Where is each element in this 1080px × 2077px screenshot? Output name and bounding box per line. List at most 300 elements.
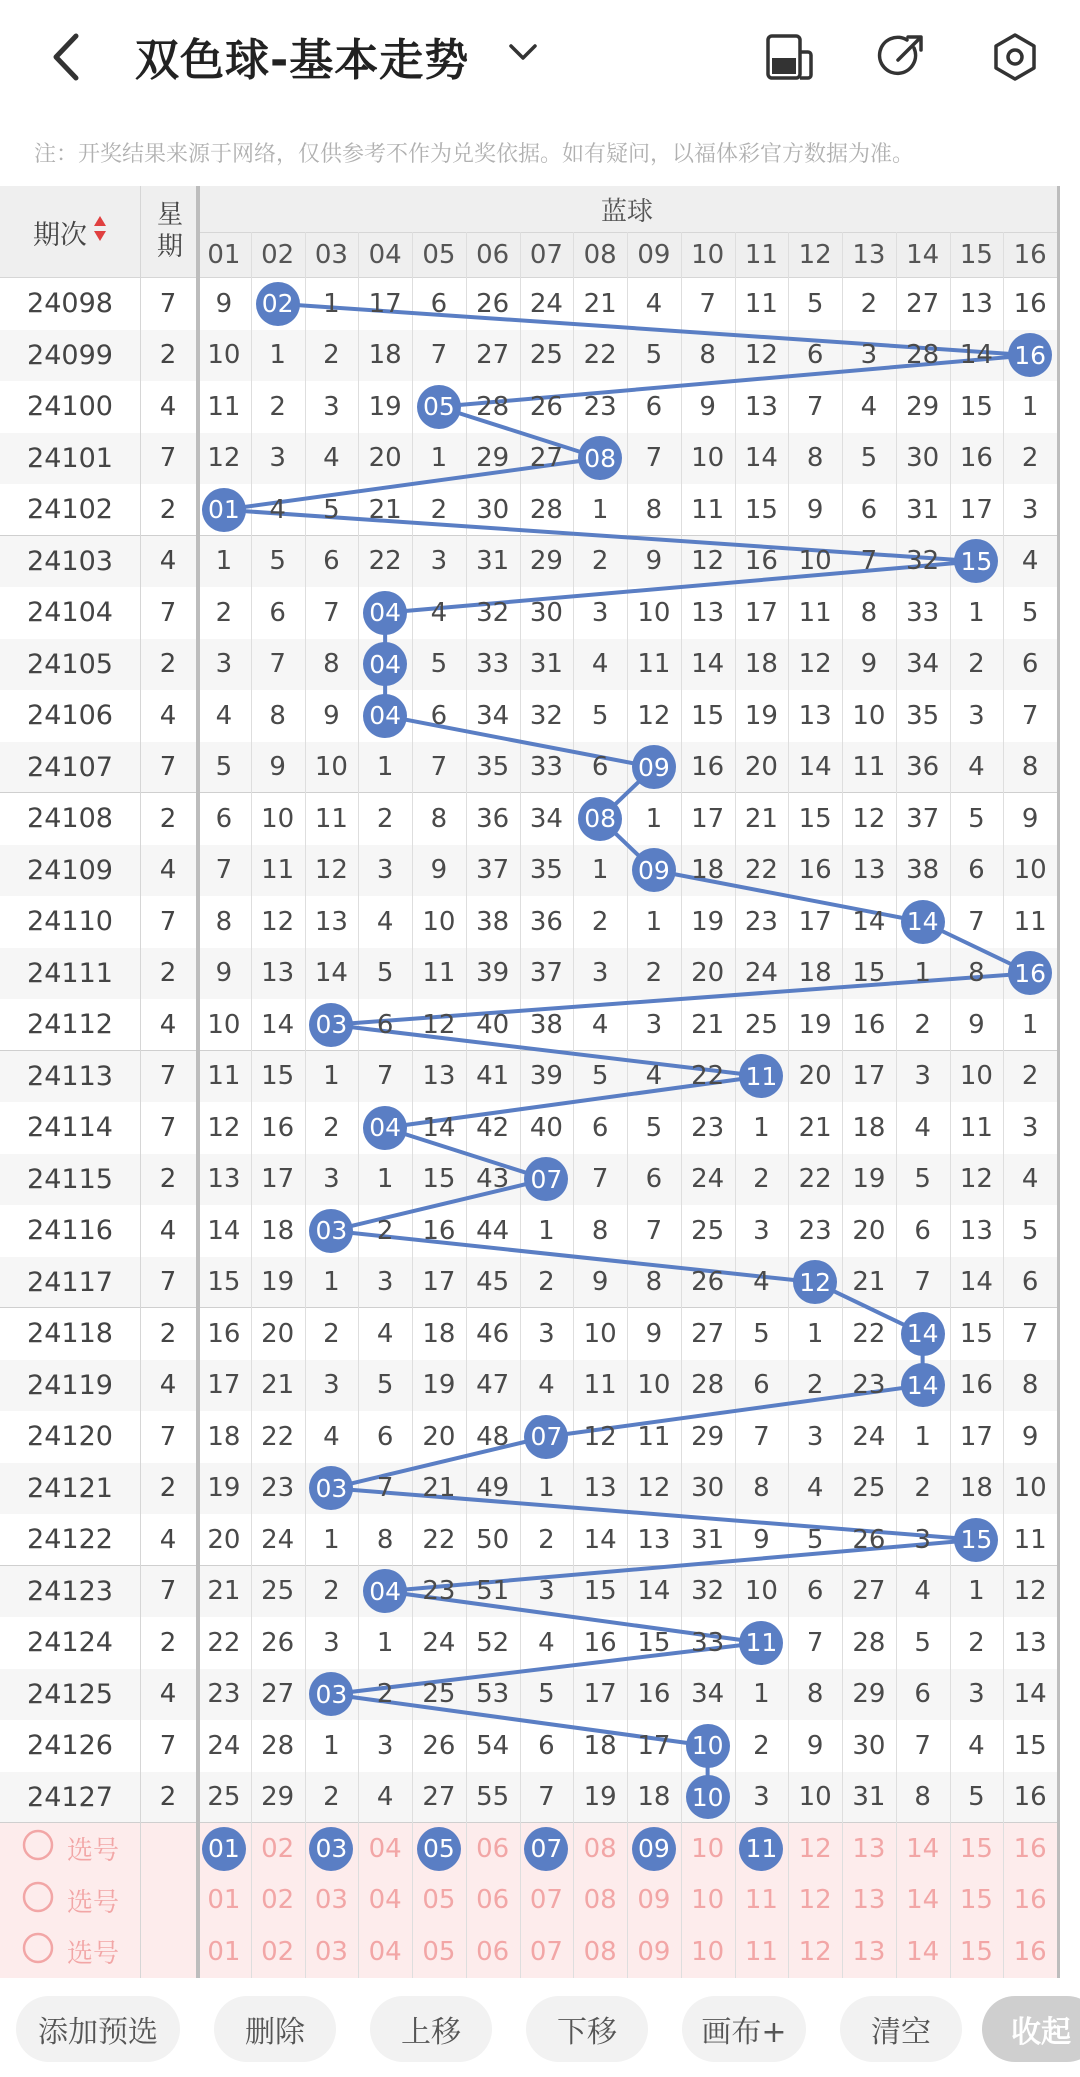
omission-value: 4	[968, 752, 985, 783]
select-number: 15	[959, 1833, 993, 1864]
select-ball[interactable]	[681, 1926, 735, 1978]
omission-value: 24	[529, 288, 563, 319]
omission-value: 23	[422, 1576, 456, 1607]
omission-value: 13	[744, 391, 778, 422]
omission-value: 15	[798, 803, 832, 834]
share-icon	[874, 30, 928, 84]
omission-value: 3	[269, 443, 286, 474]
canvas-plus-button[interactable]: 画布+	[682, 1996, 806, 2062]
omission-value: 5	[269, 546, 286, 577]
select-ball[interactable]	[950, 1926, 1004, 1978]
omission-value: 16	[1013, 1782, 1047, 1813]
select-number: 10	[691, 1936, 725, 1967]
omission-value: 5	[645, 1112, 663, 1143]
week-cell: 4	[159, 1524, 177, 1555]
omission-value: 22	[583, 340, 617, 371]
omission-value: 28	[852, 1627, 886, 1658]
omission-value: 7	[1021, 700, 1039, 731]
omission-value: 2	[323, 1318, 340, 1349]
winning-ball	[520, 1411, 574, 1463]
omission-value: 21	[368, 494, 402, 525]
select-ball[interactable]	[788, 1823, 842, 1875]
omission-value: 3	[323, 1370, 340, 1401]
select-ball[interactable]	[358, 1926, 412, 1978]
omission-value: 40	[476, 1009, 510, 1040]
omission-value: 3	[376, 1267, 394, 1298]
omission-value: 4	[1021, 546, 1039, 577]
select-number: 11	[744, 1936, 778, 1967]
omission-value: 2	[1021, 1061, 1039, 1092]
select-ball[interactable]	[197, 1823, 251, 1875]
select-ball[interactable]	[251, 1875, 305, 1927]
week-cell: 2	[159, 803, 177, 834]
omission-value: 6	[1021, 1267, 1039, 1298]
omission-value: 17	[422, 1267, 456, 1298]
omission-value: 14	[261, 1009, 295, 1040]
select-number: 08	[583, 1833, 617, 1864]
omission-value: 29	[261, 1782, 295, 1813]
omission-value: 7	[215, 855, 233, 886]
blue-ball: 16	[1008, 333, 1052, 377]
select-ball[interactable]	[788, 1926, 842, 1978]
omission-value: 8	[323, 649, 340, 680]
omission-value: 9	[968, 1009, 985, 1040]
omission-value: 15	[583, 1576, 617, 1607]
omission-value: 17	[744, 597, 778, 628]
select-ball[interactable]	[466, 1926, 520, 1978]
omission-value: 4	[430, 597, 448, 628]
period-cell: 24118	[27, 1318, 113, 1350]
omission-value: 14	[691, 649, 725, 680]
omission-value: 39	[529, 1061, 563, 1092]
period-cell: 24115	[27, 1163, 113, 1195]
omission-value: 3	[860, 340, 878, 371]
select-number: 11	[744, 1885, 778, 1916]
omission-value: 4	[591, 1009, 609, 1040]
omission-value: 24	[691, 1164, 725, 1195]
select-ball[interactable]	[466, 1823, 520, 1875]
omission-value: 46	[476, 1318, 510, 1349]
omission-value: 10	[1013, 1473, 1047, 1504]
omission-value: 3	[1021, 1112, 1039, 1143]
omission-value: 8	[645, 1267, 663, 1298]
period-cell: 24109	[27, 854, 113, 886]
select-ball[interactable]	[412, 1875, 466, 1927]
select-ball[interactable]	[627, 1875, 681, 1927]
week-cell: 4	[159, 700, 177, 731]
omission-value: 28	[529, 494, 563, 525]
omission-value: 7	[806, 1627, 824, 1658]
omission-value: 3	[591, 597, 609, 628]
select-ball[interactable]	[896, 1926, 950, 1978]
omission-value: 2	[591, 546, 609, 577]
omission-value: 27	[529, 443, 563, 474]
omission-value: 21	[744, 803, 778, 834]
week-cell: 7	[159, 1061, 177, 1092]
omission-value: 25	[422, 1679, 456, 1710]
omission-value: 13	[261, 958, 295, 989]
omission-value: 19	[744, 700, 778, 731]
omission-value: 14	[207, 1215, 241, 1246]
select-ball[interactable]	[358, 1875, 412, 1927]
omission-value: 5	[645, 340, 663, 371]
select-ball[interactable]	[520, 1823, 574, 1875]
select-ball[interactable]	[896, 1823, 950, 1875]
add-preselect-button[interactable]: 添加预选	[16, 1996, 180, 2062]
omission-value: 15	[691, 700, 725, 731]
omission-value: 36	[906, 752, 940, 783]
omission-value: 14	[314, 958, 348, 989]
period-cell: 24112	[27, 1009, 113, 1041]
select-ball[interactable]	[197, 1926, 251, 1978]
omission-value: 20	[422, 1421, 456, 1452]
omission-value: 8	[645, 494, 663, 525]
omission-value: 22	[261, 1421, 295, 1452]
select-ball[interactable]	[573, 1875, 627, 1927]
header-ball-number: 13	[852, 240, 886, 270]
omission-value: 1	[806, 1318, 824, 1349]
select-ball[interactable]	[896, 1875, 950, 1927]
blue-ball: 10	[686, 1775, 730, 1819]
omission-value: 45	[476, 1267, 510, 1298]
select-circle-icon[interactable]	[21, 1880, 55, 1921]
omission-value: 6	[215, 803, 233, 834]
blue-ball: 07	[524, 1157, 568, 1201]
omission-value: 8	[1021, 1370, 1039, 1401]
omission-value: 52	[476, 1627, 510, 1658]
omission-value: 2	[376, 1215, 394, 1246]
omission-value: 19	[368, 391, 402, 422]
selected-ball: 03	[309, 1827, 353, 1871]
omission-value: 7	[645, 443, 663, 474]
layout-button[interactable]	[762, 30, 816, 84]
omission-value: 28	[261, 1730, 295, 1761]
omission-value: 27	[691, 1318, 725, 1349]
omission-value: 29	[476, 443, 510, 474]
omission-value: 18	[261, 1215, 295, 1246]
select-ball[interactable]	[305, 1823, 359, 1875]
omission-value: 30	[529, 597, 563, 628]
select-label: 选号	[66, 1939, 119, 1970]
omission-value: 8	[699, 340, 716, 371]
omission-value: 1	[591, 494, 609, 525]
collapse-button[interactable]: 收起	[982, 1996, 1080, 2062]
select-ball[interactable]	[842, 1823, 896, 1875]
select-row-label[interactable]	[0, 1875, 140, 1927]
omission-value: 23	[798, 1215, 832, 1246]
blue-ball: 05	[417, 385, 461, 429]
omission-value: 28	[476, 391, 510, 422]
omission-value: 47	[476, 1370, 510, 1401]
omission-value: 16	[959, 1370, 993, 1401]
omission-value: 11	[798, 597, 832, 628]
select-ball[interactable]	[681, 1875, 735, 1927]
omission-value: 2	[753, 1730, 770, 1761]
omission-value: 27	[852, 1576, 886, 1607]
omission-value: 8	[376, 1524, 394, 1555]
omission-value: 6	[860, 494, 878, 525]
select-number: 14	[906, 1885, 940, 1916]
blue-ball: 03	[309, 1003, 353, 1047]
omission-value: 5	[914, 1164, 931, 1195]
omission-value: 6	[806, 340, 824, 371]
select-ball[interactable]	[1003, 1926, 1057, 1978]
header-ball-number: 06	[476, 240, 510, 270]
select-circle-icon[interactable]	[21, 1931, 55, 1972]
omission-value: 4	[376, 1782, 394, 1813]
omission-value: 7	[914, 1267, 931, 1298]
omission-value: 4	[860, 391, 878, 422]
omission-value: 7	[323, 597, 340, 628]
omission-value: 5	[376, 1370, 394, 1401]
omission-value: 22	[798, 1164, 832, 1195]
blue-ball: 03	[309, 1466, 353, 1510]
omission-value: 40	[529, 1112, 563, 1143]
omission-value: 2	[806, 1370, 824, 1401]
select-ball[interactable]	[412, 1823, 466, 1875]
omission-value: 6	[968, 855, 985, 886]
week-cell: 7	[159, 1421, 177, 1452]
select-number: 16	[1013, 1936, 1047, 1967]
selected-ball: 07	[524, 1827, 568, 1871]
omission-value: 39	[476, 958, 510, 989]
omission-value: 18	[959, 1473, 993, 1504]
omission-value: 1	[914, 1421, 931, 1452]
select-number: 15	[959, 1885, 993, 1916]
week-cell: 2	[159, 649, 177, 680]
week-cell: 7	[159, 1576, 177, 1607]
blue-ball: 14	[901, 1312, 945, 1356]
select-number: 07	[529, 1885, 563, 1916]
omission-value: 26	[476, 288, 510, 319]
period-cell: 24107	[27, 751, 113, 783]
select-number: 16	[1013, 1885, 1047, 1916]
select-ball[interactable]	[735, 1926, 789, 1978]
omission-value: 7	[376, 1473, 394, 1504]
omission-value: 6	[376, 1421, 394, 1452]
omission-value: 6	[753, 1370, 770, 1401]
select-ball[interactable]	[251, 1926, 305, 1978]
omission-value: 21	[852, 1267, 886, 1298]
omission-value: 19	[691, 906, 725, 937]
omission-value: 31	[476, 546, 510, 577]
omission-value: 5	[860, 443, 878, 474]
omission-value: 2	[753, 1164, 770, 1195]
select-ball[interactable]	[197, 1875, 251, 1927]
select-ball[interactable]	[627, 1823, 681, 1875]
week-cell: 4	[159, 855, 177, 886]
week-cell: 2	[159, 1164, 177, 1195]
select-ball[interactable]	[735, 1875, 789, 1927]
omission-value: 27	[476, 340, 510, 371]
omission-value: 16	[798, 855, 832, 886]
select-ball[interactable]	[573, 1926, 627, 1978]
omission-value: 26	[261, 1627, 295, 1658]
select-ball[interactable]	[466, 1875, 520, 1927]
omission-value: 4	[376, 906, 394, 937]
select-number: 08	[583, 1885, 617, 1916]
omission-value: 16	[852, 1009, 886, 1040]
omission-value: 13	[798, 700, 832, 731]
select-ball[interactable]	[305, 1875, 359, 1927]
omission-value: 15	[637, 1627, 671, 1658]
winning-ball	[681, 1772, 735, 1824]
select-ball[interactable]	[573, 1823, 627, 1875]
omission-value: 27	[422, 1782, 456, 1813]
omission-value: 1	[538, 1215, 555, 1246]
select-ball[interactable]	[251, 1823, 305, 1875]
week-cell: 4	[159, 1215, 177, 1246]
header-ball-number: 02	[261, 240, 295, 270]
period-cell: 24099	[27, 339, 113, 371]
week-cell: 4	[159, 1679, 177, 1710]
omission-value: 18	[691, 855, 725, 886]
omission-value: 19	[852, 1164, 886, 1195]
header-ball-number: 12	[798, 240, 832, 270]
omission-value: 3	[753, 1215, 770, 1246]
omission-value: 3	[323, 1627, 340, 1658]
omission-value: 6	[430, 288, 448, 319]
omission-value: 35	[529, 855, 563, 886]
omission-value: 6	[645, 391, 663, 422]
omission-value: 1	[968, 597, 985, 628]
select-circle-icon[interactable]	[21, 1828, 55, 1869]
settings-icon	[988, 30, 1042, 84]
omission-value: 33	[529, 752, 563, 783]
omission-value: 21	[583, 288, 617, 319]
select-ball[interactable]	[950, 1823, 1004, 1875]
move-up-button[interactable]: 上移	[370, 1996, 492, 2062]
omission-value: 25	[207, 1782, 241, 1813]
delete-button[interactable]: 删除	[214, 1996, 336, 2062]
omission-value: 10	[422, 906, 456, 937]
omission-value: 5	[968, 1782, 985, 1813]
omission-value: 12	[691, 546, 725, 577]
week-cell: 4	[159, 1370, 177, 1401]
select-ball[interactable]	[520, 1875, 574, 1927]
week-cell: 2	[159, 340, 177, 371]
clear-button[interactable]: 清空	[840, 1996, 962, 2062]
omission-value: 9	[699, 391, 716, 422]
blue-ball: 04	[363, 591, 407, 635]
select-ball[interactable]	[1003, 1823, 1057, 1875]
omission-value: 19	[422, 1370, 456, 1401]
move-down-button[interactable]: 下移	[526, 1996, 648, 2062]
omission-value: 38	[476, 906, 510, 937]
blue-ball: 02	[256, 282, 300, 326]
chevron-left-icon	[48, 30, 88, 84]
week-cell: 7	[159, 752, 177, 783]
select-ball[interactable]	[842, 1875, 896, 1927]
omission-value: 22	[422, 1524, 456, 1555]
select-ball[interactable]	[305, 1926, 359, 1978]
select-ball[interactable]	[950, 1875, 1004, 1927]
omission-value: 17	[852, 1061, 886, 1092]
header-ball-number: 07	[529, 240, 563, 270]
omission-value: 41	[476, 1061, 510, 1092]
blue-ball: 15	[954, 1518, 998, 1562]
omission-value: 18	[422, 1318, 456, 1349]
omission-value: 6	[914, 1215, 931, 1246]
omission-value: 29	[529, 546, 563, 577]
omission-value: 1	[323, 1524, 340, 1555]
winning-ball	[251, 278, 305, 330]
omission-value: 11	[422, 958, 456, 989]
omission-value: 12	[422, 1009, 456, 1040]
omission-value: 10	[314, 752, 348, 783]
select-number: 09	[637, 1885, 671, 1916]
select-row-label[interactable]	[0, 1823, 140, 1875]
select-number: 04	[368, 1936, 402, 1967]
omission-value: 10	[207, 340, 241, 371]
omission-value: 7	[914, 1730, 931, 1761]
select-number: 01	[207, 1885, 241, 1916]
select-number: 16	[1013, 1833, 1047, 1864]
omission-value: 13	[583, 1473, 617, 1504]
week-cell: 4	[159, 546, 177, 577]
winning-ball	[305, 999, 359, 1051]
omission-value: 13	[852, 855, 886, 886]
blue-ball: 01	[202, 488, 246, 532]
settings-button[interactable]	[988, 30, 1042, 84]
omission-value: 3	[538, 1576, 555, 1607]
omission-value: 18	[744, 649, 778, 680]
winning-ball	[896, 896, 950, 948]
share-button[interactable]	[874, 30, 928, 84]
select-ball[interactable]	[735, 1823, 789, 1875]
omission-value: 19	[798, 1009, 832, 1040]
select-ball[interactable]	[520, 1926, 574, 1978]
omission-value: 24	[852, 1421, 886, 1452]
select-ball[interactable]	[412, 1926, 466, 1978]
select-ball[interactable]	[358, 1823, 412, 1875]
omission-value: 6	[914, 1679, 931, 1710]
omission-value: 13	[637, 1524, 671, 1555]
omission-value: 35	[476, 752, 510, 783]
omission-value: 25	[691, 1215, 725, 1246]
select-number: 02	[261, 1833, 295, 1864]
select-ball[interactable]	[627, 1926, 681, 1978]
omission-value: 5	[430, 649, 448, 680]
title-dropdown-button[interactable]	[505, 38, 541, 68]
omission-value: 4	[591, 649, 609, 680]
select-ball[interactable]	[788, 1875, 842, 1927]
winning-ball	[305, 1205, 359, 1257]
app-header	[0, 0, 1080, 115]
omission-value: 11	[1013, 906, 1047, 937]
omission-value: 21	[207, 1576, 241, 1607]
back-button[interactable]	[48, 30, 88, 84]
omission-value: 3	[591, 958, 609, 989]
omission-value: 15	[959, 391, 993, 422]
winning-ball	[305, 1463, 359, 1515]
omission-value: 55	[476, 1782, 510, 1813]
omission-value: 36	[476, 803, 510, 834]
omission-value: 54	[476, 1730, 510, 1761]
select-ball[interactable]	[1003, 1875, 1057, 1927]
omission-value: 12	[959, 1164, 993, 1195]
omission-value: 3	[806, 1421, 824, 1452]
select-ball[interactable]	[842, 1926, 896, 1978]
blue-ball: 03	[309, 1672, 353, 1716]
omission-value: 38	[906, 855, 940, 886]
header-week: 星期	[152, 200, 183, 264]
period-cell: 24121	[27, 1472, 113, 1504]
winning-ball	[358, 690, 412, 742]
select-ball[interactable]	[681, 1823, 735, 1875]
omission-value: 12	[744, 340, 778, 371]
select-row-label[interactable]	[0, 1926, 140, 1978]
